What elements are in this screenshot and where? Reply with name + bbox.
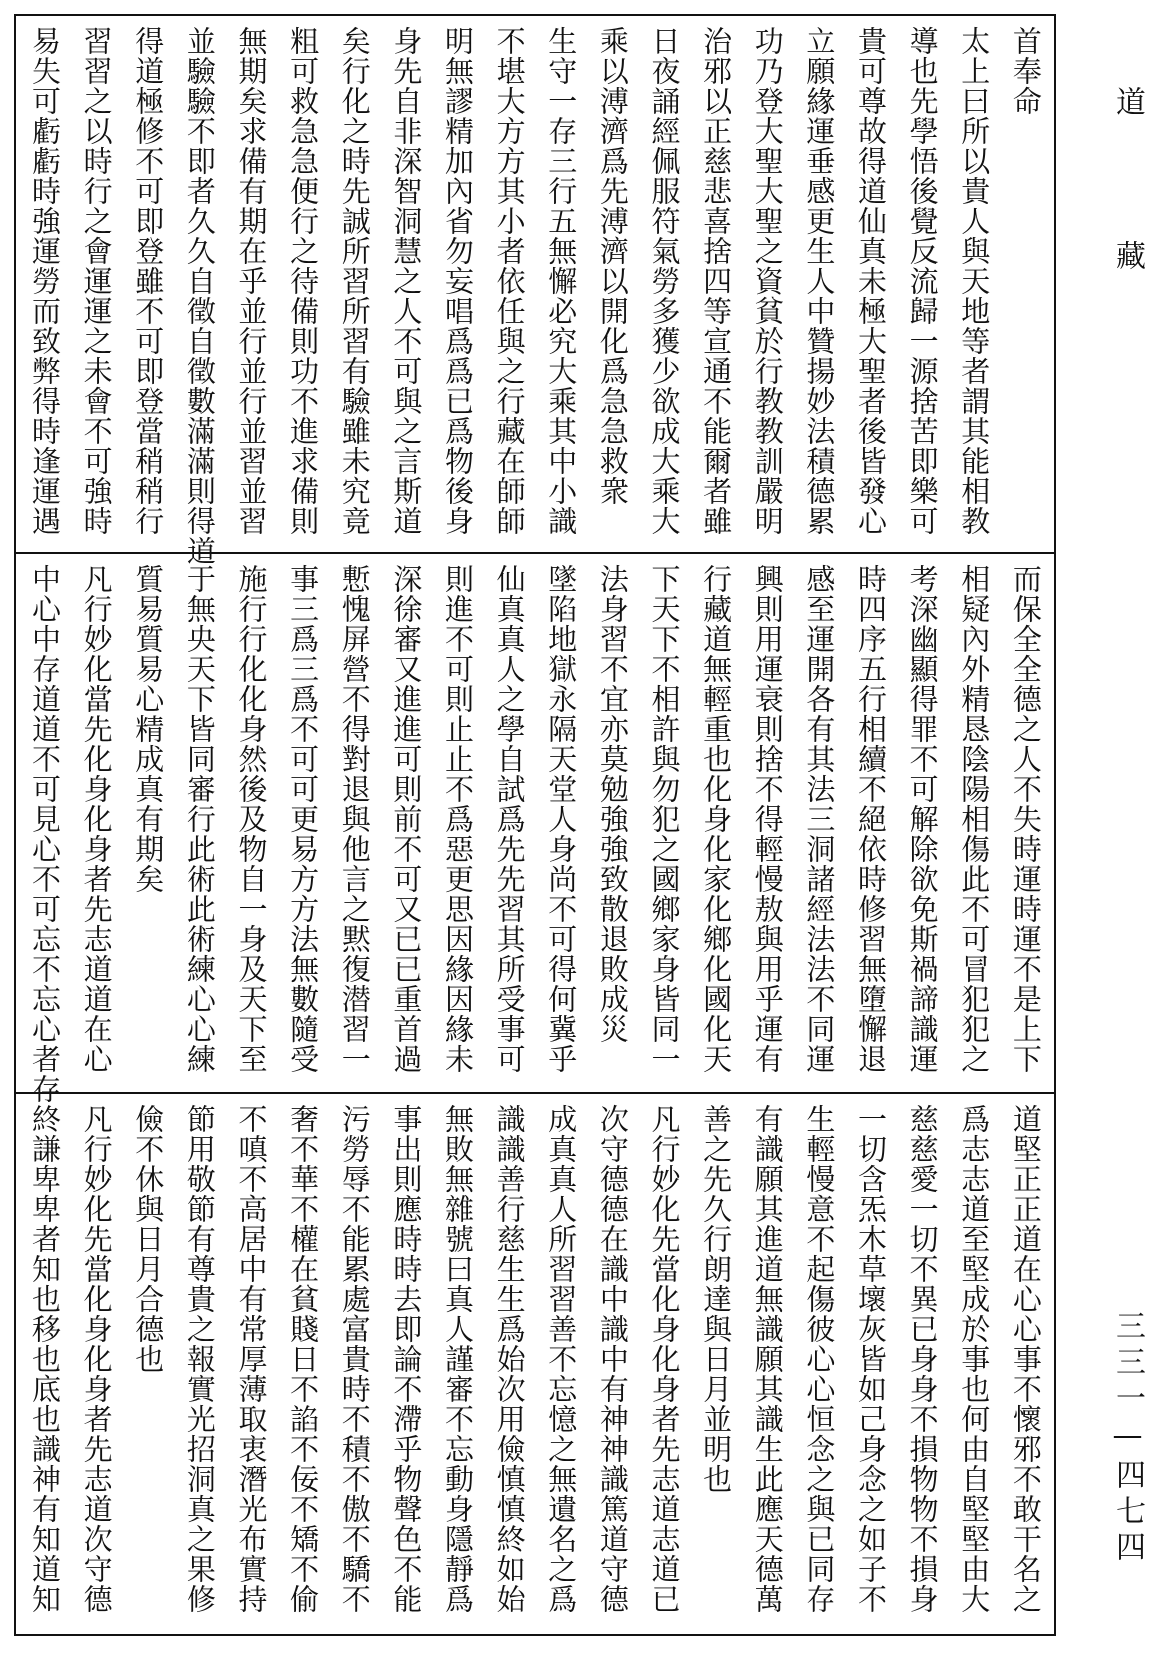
text-panel-bottom — [16, 1092, 1054, 1634]
text-column: 質易質易心精成真有期矣 — [131, 564, 166, 894]
column-group — [28, 1104, 1043, 1624]
text-column: 行藏道無輕重也化身化家化鄉化國化天 — [699, 564, 734, 1074]
text-column: 凡行妙化當先化身化身者先志道道在心 — [79, 564, 114, 1074]
margin-title-char: 藏 — [1110, 240, 1145, 270]
text-column: 時四序五行相續不絕依時修習無墮懈退 — [854, 564, 888, 1074]
text-column: 得道極修不可即登雖不可即登當稍稍行 — [131, 26, 166, 536]
text-column: 興則用運衰則捨不得輕慢敖與用乎運有 — [750, 564, 785, 1074]
text-column: 慙愧屏營不得對退與他言之黙復潜習一 — [337, 564, 372, 1074]
text-panel-top — [16, 16, 1054, 566]
text-column: 墜陷地獄永隔天堂人身尚不可得何冀乎 — [544, 564, 579, 1074]
text-column: 事三爲三爲不可可更易方方法無數隨受 — [286, 564, 321, 1074]
text-column: 深徐審又進進可則前不可又已已重首過 — [389, 564, 424, 1074]
column-group — [28, 26, 1043, 566]
text-column: 習習之以時行之會運運之未會不可強時 — [79, 26, 114, 536]
text-column: 並驗驗不即者久久自徵自徵數滿滿則得道 — [182, 26, 217, 566]
text-column: 爲志志道至堅成於事也何由自堅堅由大 — [957, 1104, 992, 1614]
text-column: 功乃登大聖大聖之資貧於行教教訓嚴明 — [750, 26, 785, 536]
page-margin — [1059, 0, 1159, 1653]
column-group — [28, 564, 1043, 1104]
text-column: 則進不可則止止不爲惡更思因緣因緣未 — [441, 564, 475, 1074]
text-column: 善之先久行朗達與日月並明也 — [699, 1104, 734, 1494]
text-column: 終謙卑卑者知也移也底也識神有知道知 — [28, 1104, 62, 1614]
text-column: 生守一存三行五無懈必究大乘其中小識 — [544, 26, 579, 536]
text-column: 成真真人所習習善不忘憶之無遺名之爲 — [544, 1104, 579, 1614]
text-column: 太上曰所以貴人與天地等者謂其能相教 — [957, 26, 992, 536]
text-column: 立願緣運垂感更生人中贊揚妙法積德累 — [802, 26, 837, 536]
text-column: 污勞辱不能累處富貴時不積不傲不驕不 — [337, 1104, 372, 1614]
text-column: 節用敬節有尊貴之報實光招洞真之果修 — [182, 1104, 217, 1614]
text-column: 明無謬精加內省勿妄唱爲爲已爲物後身 — [441, 26, 475, 536]
text-column: 施行行化化身然後及物自一身及天下至 — [234, 564, 269, 1074]
text-column: 凡行妙化先當化身化身者先志道志道已 — [647, 1104, 682, 1614]
text-column: 導也先學悟後覺反流歸一源捨苦即樂可 — [905, 26, 940, 536]
text-column: 治邪以正慈悲喜捨四等宣通不能爾者雖 — [699, 26, 734, 536]
text-column: 識識善行慈生生爲始次用儉慎慎終如始 — [492, 1104, 527, 1614]
text-column: 無期矣求備有期在乎並行並行並習並習 — [234, 26, 269, 536]
text-column: 不堪大方方其小者依任與之行藏在師師 — [492, 26, 527, 536]
text-column: 道堅正正道在心心事不懷邪不敢干名之 — [1008, 1104, 1043, 1614]
text-column: 于無央天下皆同審行此術此術練心心練 — [182, 564, 217, 1074]
text-column: 中心中存道道不可見心不可忘不忘心者存 — [28, 564, 62, 1104]
text-column: 奢不華不權在貧賤日不諂不佞不矯不偷 — [286, 1104, 321, 1614]
text-column: 日夜誦經佩服符氣勞多獲少欲成大乘大 — [647, 26, 682, 536]
text-column: 儉不休與日月合德也 — [131, 1104, 166, 1374]
page-number: 三三一—四七四 — [1110, 1310, 1145, 1567]
text-column: 相疑內外精恳陰陽相傷此不可冒犯犯之 — [957, 564, 992, 1074]
text-column: 矣行化之時先誠所習所習有驗雖未究竟 — [337, 26, 372, 536]
text-column: 生輕慢意不起傷彼心心恒念之與已同存 — [802, 1104, 837, 1614]
text-column: 一切含炁木草壞灰皆如己身念之如子不 — [854, 1104, 888, 1614]
text-column: 事出則應時時去即論不滯乎物聲色不能 — [389, 1104, 424, 1614]
text-column: 仙真真人之學自試爲先先習其所受事可 — [492, 564, 527, 1074]
text-column: 有識願其進道無識願其識生此應天德萬 — [750, 1104, 785, 1614]
text-column: 身先自非深智洞慧之人不可與之言斯道 — [389, 26, 424, 536]
text-panel-middle — [16, 552, 1054, 1104]
text-column: 慈慈愛一切不異已身身不損物物不損身 — [905, 1104, 940, 1614]
margin-title-char: 道 — [1110, 86, 1145, 116]
text-column: 凡行妙化先當化身化身者先志道次守德 — [79, 1104, 114, 1614]
text-column: 易失可虧虧時強運勞而致弊得時逢運遇 — [28, 26, 62, 536]
text-column: 首奉命 — [1008, 26, 1043, 116]
text-column: 粗可救急急便行之待備則功不進求備則 — [286, 26, 321, 536]
text-column: 無敗無雜號曰真人謹審不忘動身隱靜爲 — [441, 1104, 475, 1614]
text-column: 而保全全德之人不失時運時運不是上下 — [1008, 564, 1043, 1074]
text-column: 考深幽顯得罪不可解除欲免斯禍諦識運 — [905, 564, 940, 1074]
text-column: 貴可尊故得道仙真未極大聖者後皆發心 — [854, 26, 888, 536]
text-column: 不嗔不高居中有常厚薄取衷潛光布實持 — [234, 1104, 269, 1614]
page-frame — [14, 14, 1056, 1636]
text-column: 下天下不相許與勿犯之國鄉家身皆同一 — [647, 564, 682, 1074]
text-column: 法身習不宜亦莫勉強強致散退敗成災 — [595, 564, 630, 1044]
text-column: 次守德德在識中識中有神神識篤道守德 — [595, 1104, 630, 1614]
text-column: 乘以溥濟爲先溥濟以開化爲急急救衆 — [595, 26, 630, 506]
text-column: 感至運開各有其法三洞諸經法法不同運 — [802, 564, 837, 1074]
